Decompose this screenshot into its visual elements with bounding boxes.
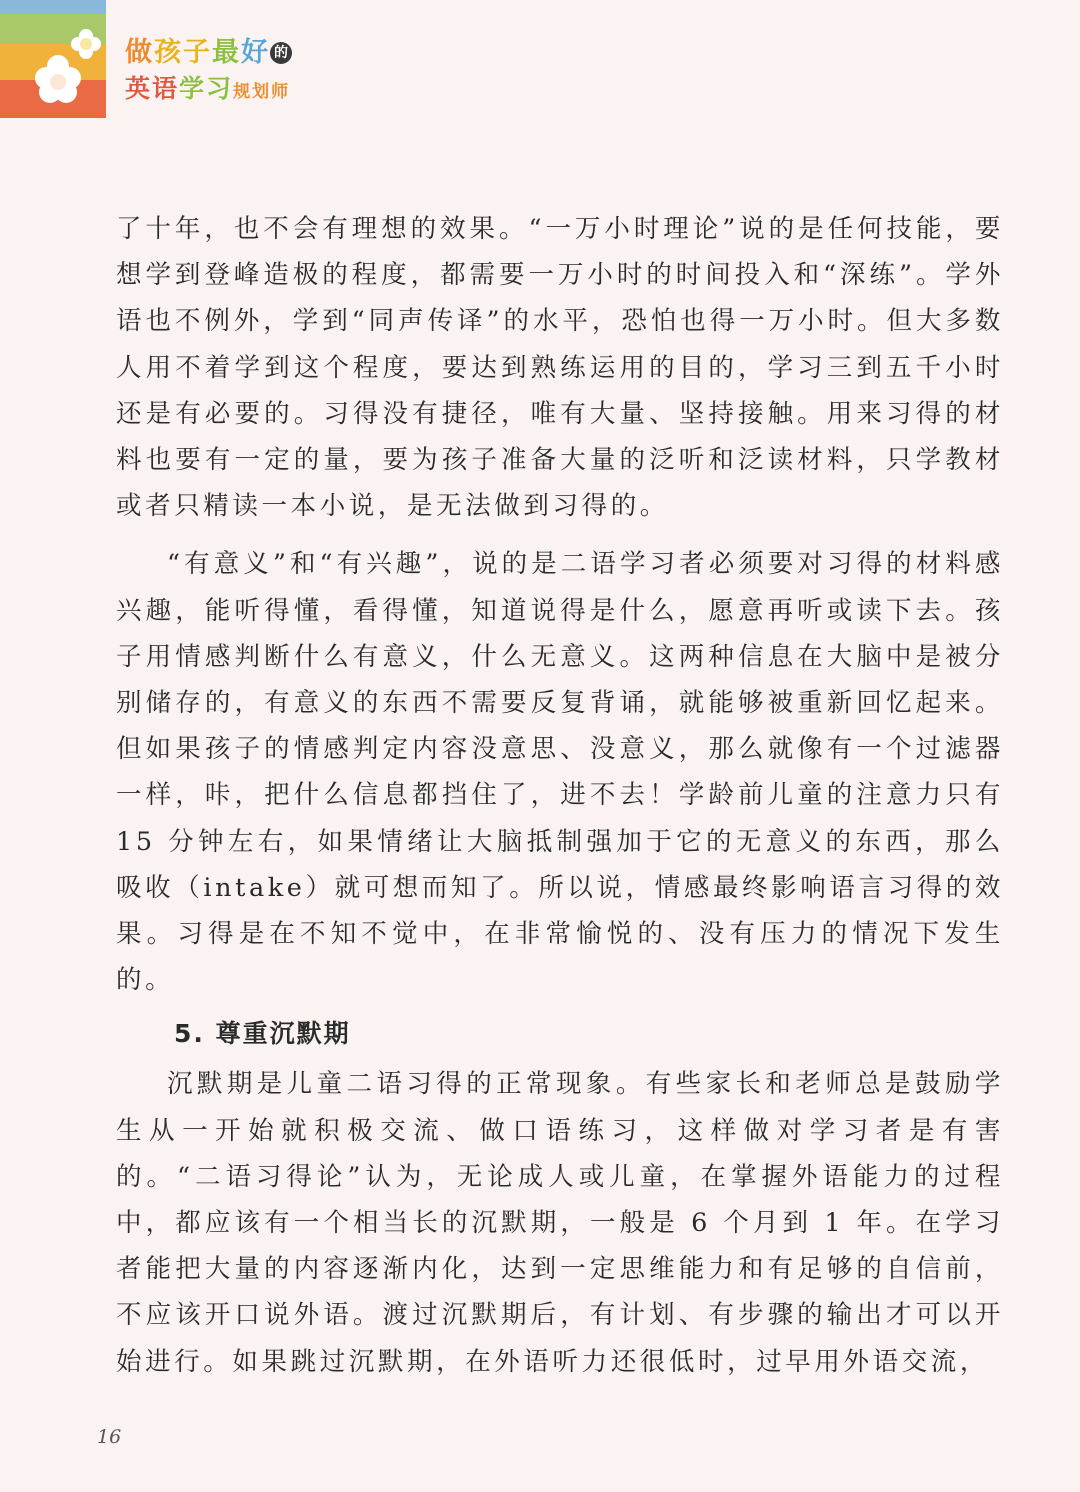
paragraph: 了十年，也不会有理想的效果。“一万小时理论”说的是任何技能，要想学到登峰造极的程度，都需要一万小时的时间投入和“深练”。学外语也不例外，学到“同声传译”的水平，恐怕也得一万小时。但大多数人用不着学到这个程度，要达到熟练运用的目的，学习三到五千小时还是有必要的。习得没有捷径，唯有大量、坚持接触。用来习得的材料也要有一定的量，要为孩子准备大量的泛听和泛读材料，只学教材或者只精读一本小说，是无法做到习得的。	[116, 214, 1004, 522]
title-char: 子	[183, 37, 212, 68]
page-number: 16	[97, 1426, 122, 1448]
title-char: 好	[241, 37, 270, 68]
book-title	[125, 36, 292, 109]
page-body	[116, 206, 1004, 1385]
title-char: 做	[125, 37, 154, 68]
title-badge: 的	[270, 42, 292, 64]
book-title-line2	[125, 72, 292, 109]
title-char: 语	[152, 74, 180, 103]
title-char: 师	[271, 82, 291, 102]
paragraph: “有意义”和“有兴趣”，说的是二语学习者必须要对习得的材料感兴趣，能听得懂，看得懂，知道说得是什么，愿意再听或读下去。孩子用情感判断什么有意义，什么无意义。这两种信息在大脑中是被分别储存的，有意义的东西不需要反复背诵，就能够被重新回忆起来。但如果孩子的情感判定内容没意思、没意义，那么就像有一个过滤器一样，咔，把什么信息都挡住了，进不去！学龄前儿童的注意力只有 15 分钟左右，如果情绪让大脑抵制强加于它的无意义的东西，那么吸收（intake）就可想而知了。所以说，情感最终影响语言习得的效果。习得是在不知不觉中，在非常愉悦的、没有压力的情况下发生的。	[116, 549, 1004, 996]
title-char: 孩	[154, 37, 183, 68]
section-heading: 5. 尊重沉默期	[174, 1019, 351, 1049]
flower-decoration-icon	[0, 0, 106, 118]
paragraph: 沉默期是儿童二语习得的正常现象。有些家长和老师总是鼓励学生从一开始就积极交流、做口语练习，这样做对学习者是有害的。“二语习得论”认为，无论成人或儿童，在掌握外语能力的过程中，都应该有一个相当长的沉默期，一般是 6 个月到 1 年。在学习者能把大量的内容逐渐内化，达到一定思维能力和有足够的自信前，不应该开口说外语。渡过沉默期后，有计划、有步骤的输出才可以开始进行。如果跳过沉默期，在外语听力还很低时，过早用外语交流，	[116, 1069, 1004, 1377]
book-title-line1	[125, 36, 292, 70]
title-char: 习	[206, 74, 234, 103]
corner-color-stripes	[0, 0, 106, 118]
title-char: 英	[125, 74, 153, 103]
title-char: 学	[179, 74, 207, 103]
title-char: 规	[233, 82, 253, 102]
title-char: 最	[212, 37, 241, 68]
title-char: 划	[252, 82, 272, 102]
